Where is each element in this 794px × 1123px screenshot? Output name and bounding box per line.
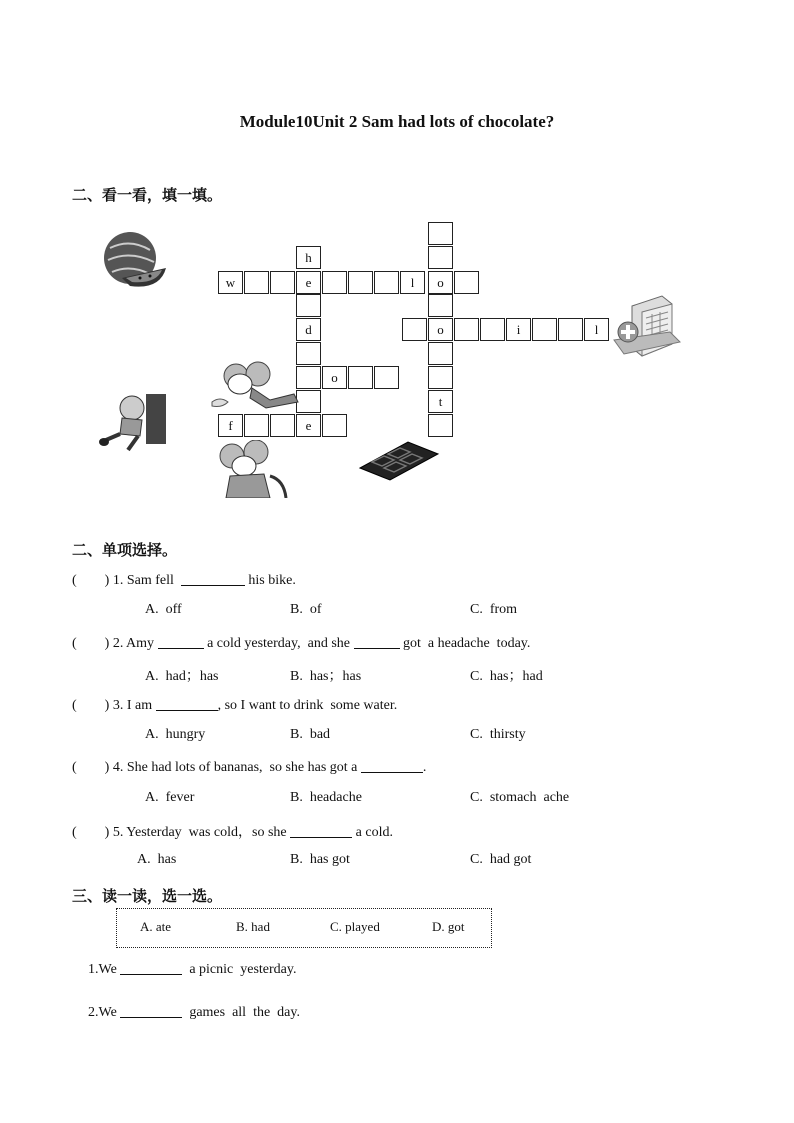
girl-with-headache-icon <box>210 440 290 498</box>
question-text: , so I want to drink some water. <box>217 698 398 713</box>
question-5 <box>72 821 393 841</box>
option-c[interactable]: C. thirsty <box>470 727 526 742</box>
crossword-cell[interactable] <box>428 342 453 365</box>
crossword-cell[interactable] <box>532 318 557 341</box>
word-choice: C. played <box>330 919 380 934</box>
option-b[interactable]: B. has；has <box>290 669 362 684</box>
crossword-cell[interactable] <box>322 271 347 294</box>
crossword-cell[interactable] <box>428 294 453 317</box>
option-a[interactable]: A. hungry <box>145 727 206 742</box>
crossword-cell[interactable] <box>428 222 453 245</box>
crossword-cell[interactable] <box>270 414 295 437</box>
crossword-cell[interactable] <box>348 271 373 294</box>
boy-falling-icon <box>98 390 168 456</box>
option-b[interactable]: B. has got <box>290 852 350 867</box>
answer-blank[interactable] <box>158 634 204 649</box>
option-a[interactable]: A. has <box>137 852 177 867</box>
answer-blank[interactable] <box>290 823 352 838</box>
option-b[interactable]: B. headache <box>290 790 362 805</box>
crossword-cell[interactable] <box>558 318 583 341</box>
crossword-cell[interactable] <box>244 271 269 294</box>
answer-blank[interactable] <box>156 696 218 711</box>
crossword-cell[interactable] <box>348 366 373 389</box>
crossword-cell[interactable] <box>480 318 505 341</box>
answer-bracket[interactable]: ( ) <box>72 760 110 775</box>
question-text: 3. I am <box>112 698 153 713</box>
question-2 <box>72 634 530 652</box>
answer-blank[interactable] <box>354 634 400 649</box>
sentence-text: a picnic yesterday. <box>189 962 297 977</box>
crossword-cell[interactable]: e <box>296 414 321 437</box>
sentence-text: 1.We <box>88 962 117 977</box>
question-text: 5. Yesterday was cold，so she <box>112 825 287 840</box>
option-b[interactable]: B. bad <box>290 727 331 742</box>
option-c[interactable]: C. from <box>470 602 518 617</box>
girl-with-fever-icon <box>210 358 300 414</box>
crossword-cell[interactable]: i <box>506 318 531 341</box>
section2-heading: 二、单项选择。 <box>72 543 178 559</box>
option-a[interactable]: A. off <box>145 602 182 617</box>
answer-bracket[interactable]: ( ) <box>72 698 110 713</box>
section3-heading: 三、读一读，选一选。 <box>72 889 223 905</box>
question-text: 1. Sam fell <box>112 573 174 588</box>
crossword-cell[interactable] <box>296 294 321 317</box>
crossword-cell[interactable]: l <box>584 318 609 341</box>
option-a[interactable]: A. had；has <box>145 669 219 684</box>
word-choice: A. ate <box>140 919 172 934</box>
question-text: a cold yesterday, and she <box>207 636 350 651</box>
crossword-cell[interactable] <box>428 246 453 269</box>
crossword-cell[interactable]: d <box>296 318 321 341</box>
option-c[interactable]: C. had got <box>470 852 532 867</box>
crossword-cell[interactable]: h <box>296 246 321 269</box>
option-b[interactable]: B. of <box>290 602 322 617</box>
question-text: his bike. <box>248 573 296 588</box>
question-text: . <box>422 760 427 775</box>
crossword-cell[interactable] <box>402 318 427 341</box>
word-choice: B. had <box>236 919 270 934</box>
crossword-cell[interactable]: l <box>400 271 425 294</box>
page-title: Module10Unit 2 Sam had lots of chocolate? <box>239 112 555 131</box>
answer-blank[interactable] <box>120 960 182 975</box>
crossword-cell[interactable]: o <box>428 318 453 341</box>
hospital-icon <box>610 292 682 364</box>
crossword-cell[interactable] <box>374 271 399 294</box>
crossword-cell[interactable]: f <box>218 414 243 437</box>
crossword-cell[interactable]: o <box>428 271 453 294</box>
crossword-cell[interactable] <box>454 271 479 294</box>
crossword-cell[interactable] <box>428 366 453 389</box>
question-text: a cold. <box>355 825 393 840</box>
answer-blank[interactable] <box>120 1003 182 1018</box>
answer-blank[interactable] <box>361 758 423 773</box>
option-c[interactable]: C. stomach ache <box>470 790 570 805</box>
sentence-1 <box>88 960 296 978</box>
question-1 <box>72 571 296 589</box>
question-text: 4. She had lots of bananas, so she has got a <box>112 760 358 775</box>
option-c[interactable]: C. has；had <box>470 669 543 684</box>
answer-bracket[interactable]: ( ) <box>72 825 110 840</box>
sentence-text: games all the day. <box>189 1005 300 1020</box>
crossword-cell[interactable]: w <box>218 271 243 294</box>
section1-heading: 二、看一看，填一填。 <box>72 188 223 204</box>
question-text: got a headache today. <box>403 636 531 651</box>
answer-bracket[interactable]: ( ) <box>72 636 110 651</box>
crossword-cell[interactable]: o <box>322 366 347 389</box>
sentence-2 <box>88 1003 300 1021</box>
answer-bracket[interactable]: ( ) <box>72 573 110 588</box>
option-a[interactable]: A. fever <box>145 790 195 805</box>
watermelon-icon <box>100 228 170 292</box>
question-3 <box>72 696 397 714</box>
crossword-cell[interactable] <box>244 414 269 437</box>
question-4 <box>72 758 426 776</box>
crossword-cell[interactable] <box>374 366 399 389</box>
answer-blank[interactable] <box>181 571 245 586</box>
crossword-cell[interactable]: t <box>428 390 453 413</box>
question-text: 2. Amy <box>112 636 155 651</box>
crossword-cell[interactable] <box>270 271 295 294</box>
crossword-cell[interactable]: e <box>296 271 321 294</box>
crossword-cell[interactable] <box>454 318 479 341</box>
crossword-cell[interactable] <box>428 414 453 437</box>
sentence-text: 2.We <box>88 1005 117 1020</box>
crossword-cell[interactable] <box>322 414 347 437</box>
word-choice: D. got <box>432 919 465 934</box>
chocolate-bar-icon <box>358 440 440 482</box>
